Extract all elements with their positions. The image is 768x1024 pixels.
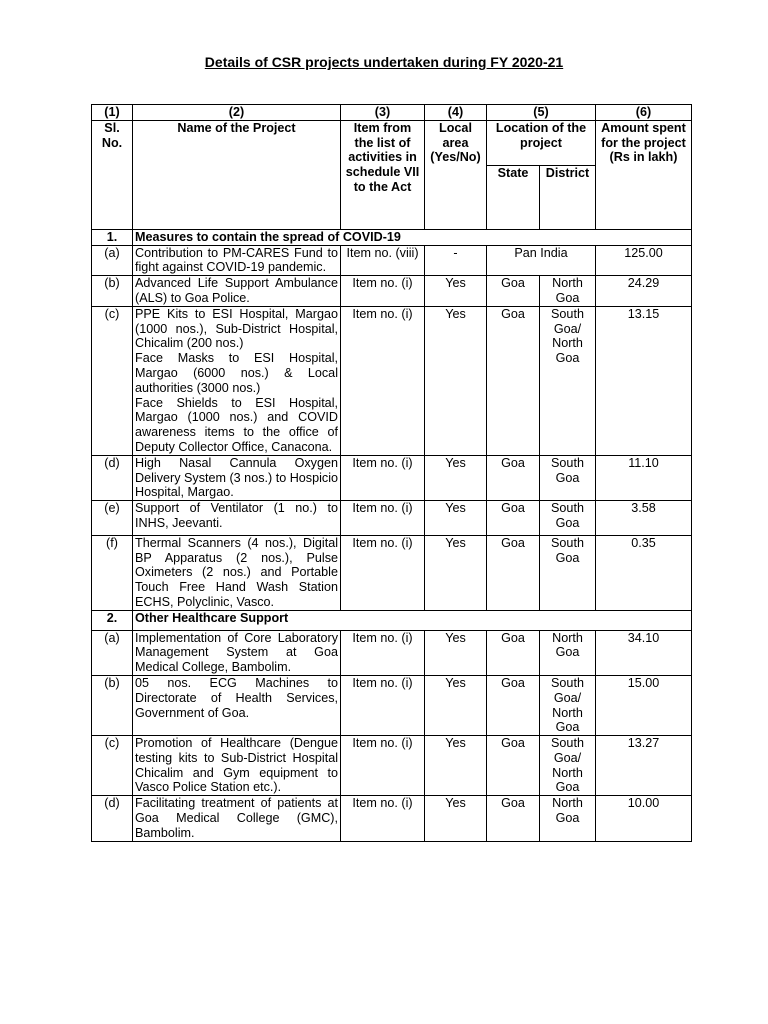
row-sl-no: (e): [92, 501, 133, 536]
row-local-area: Yes: [425, 306, 487, 455]
row-sl-no: (a): [92, 245, 133, 276]
column-number: (6): [596, 105, 692, 121]
table-row: [92, 630, 692, 675]
row-project-name: High Nasal Cannula Oxygen Delivery System (3 nos.) to Hospicio Hospital, Margao.: [133, 455, 341, 500]
section-row: [92, 229, 692, 245]
row-district: South Goa: [540, 501, 596, 536]
row-local-area: Yes: [425, 501, 487, 536]
row-district: South Goa: [540, 535, 596, 610]
row-sl-no: (a): [92, 630, 133, 675]
row-project-name: Thermal Scanners (4 nos.), Digital BP Apparatus (2 nos.), Pulse Oximeters (2 nos.) and Portable Touch Free Hand Wash Station ECHS, Polyclinic, Vasco.: [133, 535, 341, 610]
table-row: [92, 796, 692, 841]
row-project-name: Support of Ventilator (1 no.) to INHS, Jeevanti.: [133, 501, 341, 536]
header-location: Location of the project: [487, 120, 596, 165]
row-project-name: Facilitating treatment of patients at Goa Medical College (GMC), Bambolim.: [133, 796, 341, 841]
row-schedule-item: Item no. (i): [341, 306, 425, 455]
row-sl-no: (d): [92, 796, 133, 841]
column-number-row: [92, 105, 692, 121]
row-sl-no: (c): [92, 736, 133, 796]
row-local-area: -: [425, 245, 487, 276]
section-title: Other Healthcare Support: [133, 610, 692, 630]
row-project-name: Promotion of Healthcare (Dengue testing kits to Sub-District Hospital Chicalim and Gym equipment to Vasco Police Station etc.).: [133, 736, 341, 796]
header-district: District: [540, 165, 596, 229]
row-local-area: Yes: [425, 455, 487, 500]
row-schedule-item: Item no. (i): [341, 796, 425, 841]
row-sl-no: (b): [92, 276, 133, 307]
row-schedule-item: Item no. (i): [341, 535, 425, 610]
row-amount: 34.10: [596, 630, 692, 675]
row-state: Goa: [487, 501, 540, 536]
column-number: (4): [425, 105, 487, 121]
row-district: South Goa/ North Goa: [540, 736, 596, 796]
row-state: Goa: [487, 796, 540, 841]
header-local-area: Local area (Yes/No): [425, 120, 487, 229]
header-state: State: [487, 165, 540, 229]
header-schedule-item: Item from the list of activities in schedule VII to the Act: [341, 120, 425, 229]
row-schedule-item: Item no. (i): [341, 630, 425, 675]
row-state: Goa: [487, 306, 540, 455]
row-amount: 15.00: [596, 675, 692, 735]
row-project-name: [133, 306, 341, 455]
row-state: Goa: [487, 276, 540, 307]
row-sl-no: (b): [92, 675, 133, 735]
row-district: South Goa/ North Goa: [540, 675, 596, 735]
table-row: [92, 736, 692, 796]
project-line: Face Masks to ESI Hospital, Margao (6000 nos.) & Local authorities (3000 nos.): [135, 351, 338, 395]
table-row: [92, 455, 692, 500]
page-title: Details of CSR projects undertaken during FY 2020-21: [204, 54, 564, 70]
row-schedule-item: Item no. (i): [341, 675, 425, 735]
section-number: 2.: [92, 610, 133, 630]
row-district: South Goa/ North Goa: [540, 306, 596, 455]
section-number: 1.: [92, 229, 133, 245]
table-row: [92, 535, 692, 610]
column-number: (2): [133, 105, 341, 121]
row-local-area: Yes: [425, 630, 487, 675]
row-district: North Goa: [540, 796, 596, 841]
row-schedule-item: Item no. (i): [341, 276, 425, 307]
row-project-name: Contribution to PM-CARES Fund to fight against COVID-19 pandemic.: [133, 245, 341, 276]
row-amount: 10.00: [596, 796, 692, 841]
row-state: Goa: [487, 455, 540, 500]
row-local-area: Yes: [425, 796, 487, 841]
section-title: Measures to contain the spread of COVID-19: [133, 229, 692, 245]
row-location: Pan India: [487, 245, 596, 276]
row-project-name: Advanced Life Support Ambulance (ALS) to Goa Police.: [133, 276, 341, 307]
row-state: Goa: [487, 630, 540, 675]
row-amount: 13.27: [596, 736, 692, 796]
column-number: (5): [487, 105, 596, 121]
row-sl-no: (f): [92, 535, 133, 610]
row-schedule-item: Item no. (viii): [341, 245, 425, 276]
row-project-name: Implementation of Core Laboratory Management System at Goa Medical College, Bambolim.: [133, 630, 341, 675]
row-district: South Goa: [540, 455, 596, 500]
row-sl-no: (d): [92, 455, 133, 500]
project-line: Face Shields to ESI Hospital, Margao (1000 nos.) and COVID awareness items to the office of Deputy Collector Office, Canacona.: [135, 395, 338, 454]
header-project-name: Name of the Project: [133, 120, 341, 229]
row-local-area: Yes: [425, 535, 487, 610]
row-local-area: Yes: [425, 675, 487, 735]
row-state: Goa: [487, 535, 540, 610]
row-amount: 24.29: [596, 276, 692, 307]
section-row: [92, 610, 692, 630]
column-number: (3): [341, 105, 425, 121]
row-state: Goa: [487, 736, 540, 796]
row-amount: 13.15: [596, 306, 692, 455]
table-row: [92, 501, 692, 536]
row-local-area: Yes: [425, 736, 487, 796]
row-amount: 11.10: [596, 455, 692, 500]
row-amount: 0.35: [596, 535, 692, 610]
row-district: North Goa: [540, 630, 596, 675]
header-sl-no: Sl. No.: [92, 120, 133, 229]
table-row: [92, 245, 692, 276]
csr-projects-table: [91, 104, 692, 842]
row-schedule-item: Item no. (i): [341, 501, 425, 536]
row-amount: 3.58: [596, 501, 692, 536]
table-row: [92, 276, 692, 307]
project-line: PPE Kits to ESI Hospital, Margao (1000 nos.), Sub-District Hospital, Chicalim (200 nos.): [135, 306, 338, 351]
row-schedule-item: Item no. (i): [341, 736, 425, 796]
table-row: [92, 675, 692, 735]
table-row: [92, 306, 692, 455]
header-amount: Amount spent for the project (Rs in lakh): [596, 120, 692, 229]
row-project-name: 05 nos. ECG Machines to Directorate of Health Services, Government of Goa.: [133, 675, 341, 735]
row-state: Goa: [487, 675, 540, 735]
row-amount: 125.00: [596, 245, 692, 276]
column-number: (1): [92, 105, 133, 121]
row-schedule-item: Item no. (i): [341, 455, 425, 500]
row-local-area: Yes: [425, 276, 487, 307]
row-sl-no: (c): [92, 306, 133, 455]
column-header-row: [92, 120, 692, 165]
row-district: North Goa: [540, 276, 596, 307]
